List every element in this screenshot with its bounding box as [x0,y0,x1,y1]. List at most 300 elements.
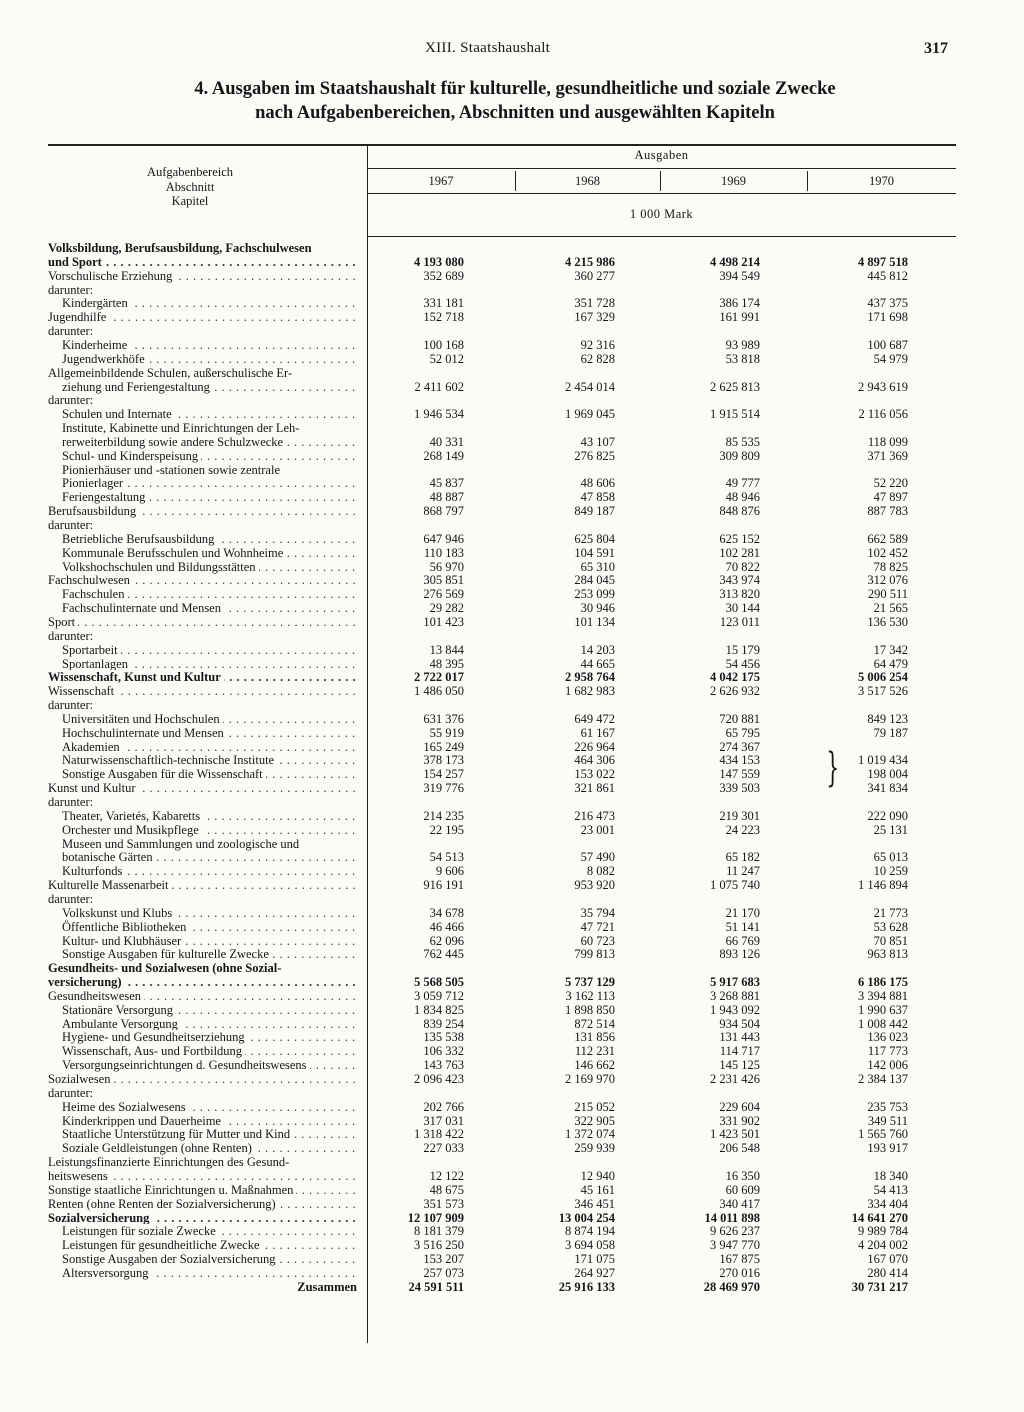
cell-1967: 48 395 [429,656,464,671]
table-row [0,934,1024,948]
row-label-text: darunter: [48,393,96,407]
cell-1970: 290 511 [867,587,908,602]
table-title-line-1: 4. Ausgaben im Staatshaushalt für kulturelle, gesundheitliche und soziale Zwecke [194,79,836,99]
row-label-text: Pionierlager [62,476,126,490]
row-label-text: Sportanlagen [62,657,131,671]
row-label-text: Feriengestaltung [62,490,148,504]
cell-1970: 445 812 [867,268,908,283]
row-label [62,1030,360,1044]
row-label-text: Sonstige Ausgaben für die Wissenschaft [62,767,266,781]
cell-1969: 161 991 [719,310,760,325]
table-row [0,837,1024,851]
cell-1969: 53 818 [725,351,760,366]
cell-1967: 22 195 [429,822,464,837]
cell-1969: 229 604 [719,1099,760,1114]
table-row [0,449,1024,463]
cell-1969: 60 609 [725,1182,760,1197]
cell-1967: 165 249 [423,739,464,754]
table-row [0,366,1024,380]
table-row [0,1280,1024,1294]
row-label [62,1044,360,1058]
cell-1969: 65 795 [725,725,760,740]
cell-1969: 274 367 [719,739,760,754]
table-row [0,407,1024,421]
cell-1967: 153 207 [423,1252,464,1267]
row-label [62,1058,360,1072]
cell-1967: 152 718 [423,310,464,325]
row-label-text: Hygiene- und Gesundheitserziehung [62,1030,248,1044]
row-label [62,643,360,657]
cell-1967: 2 096 423 [414,1072,464,1086]
cell-1967: 143 763 [423,1058,464,1073]
row-label [48,1086,360,1100]
cell-1968: 43 107 [580,434,615,449]
row-label-text: botanische Gärten [62,850,156,864]
cell-1968: 2 454 014 [565,379,615,394]
table-row [0,906,1024,920]
cell-1968: 60 723 [580,933,615,948]
row-label [62,476,360,490]
cell-1968: 464 306 [574,753,615,768]
cell-1968: 23 001 [580,822,615,837]
cell-1970: 3 517 526 [858,684,908,699]
row-label [62,934,360,948]
cell-1969: 70 822 [725,559,760,574]
table-row [0,573,1024,587]
cell-1970: 1 146 894 [858,878,908,893]
cell-1969: 4 042 175 [710,670,760,685]
row-label-text: Volkskunst und Klubs [62,906,175,920]
row-label [62,767,360,781]
row-label-text: Altersversorgung [62,1266,152,1280]
table-row [0,1100,1024,1114]
cell-1970: 334 404 [867,1196,908,1211]
cell-1970: 10 259 [873,864,908,879]
row-label-text: Kultur- und Klubhäuser [62,934,184,948]
cell-1970: 54 413 [873,1182,908,1197]
year-header: 1968 [575,174,600,188]
cell-1969: 848 876 [719,504,760,519]
table-row [0,643,1024,657]
row-label-text: und Sport [48,255,105,269]
cell-1970: 65 013 [873,850,908,865]
table-row [0,1252,1024,1266]
cell-1968: 171 075 [574,1252,615,1267]
row-label-text: Pionierhäuser und -stationen sowie zentrale [62,463,283,477]
row-label [48,975,360,989]
cell-1969: 934 504 [719,1016,760,1031]
cell-1970: 136 023 [867,1030,908,1045]
row-label-text: Hochschulinternate und Mensen [62,726,227,740]
cell-1968: 25 916 133 [558,1279,615,1294]
cell-1968: 5 737 129 [565,975,615,990]
top-rule [48,144,956,146]
cell-1969: 28 469 970 [703,1279,760,1294]
row-label-text: Heime des Sozialwesens [62,1100,189,1114]
cell-1968: 65 310 [580,559,615,574]
cell-1970: 341 834 [867,781,908,796]
cell-1970: 25 131 [873,822,908,837]
table-row [0,795,1024,809]
row-label-text: Museen und Sammlungen und zoologische und [62,837,302,851]
row-label [48,366,360,380]
cell-1967: 2 411 602 [414,379,464,394]
cell-1970: 118 099 [867,434,908,449]
cell-1970: 1 019 434 [858,753,908,768]
cell-1969: 51 141 [725,919,760,934]
table-row [0,1127,1024,1141]
group-rule [367,168,956,169]
cell-1967: 351 573 [423,1196,464,1211]
cell-1967: 3 059 712 [414,988,464,1003]
table-row [0,1030,1024,1044]
cell-1969: 270 016 [719,1265,760,1280]
table-row [0,421,1024,435]
row-label [62,1127,360,1141]
table-row [0,823,1024,837]
row-label-text: darunter: [48,283,96,297]
cell-1967: 5 568 505 [414,975,464,990]
cell-1967: 48 887 [429,490,464,505]
cell-1967: 1 946 534 [414,407,464,422]
cell-1969: 5 917 683 [710,975,760,990]
row-label [48,324,360,338]
cell-1967: 268 149 [423,448,464,463]
row-label [48,1183,360,1197]
cell-1968: 360 277 [574,268,615,283]
row-label [62,1141,360,1155]
cell-1968: 12 940 [580,1168,615,1183]
cell-1967: 1 318 422 [414,1127,464,1142]
row-label [48,961,360,975]
row-label [48,1169,360,1183]
cell-1969: 1 915 514 [710,407,760,422]
table-row [0,615,1024,629]
cell-1967: 319 776 [423,781,464,796]
cell-1967: 8 181 379 [414,1224,464,1239]
cell-1968: 1 969 045 [565,407,615,422]
row-label-text: Ambulante Versorgung [62,1017,181,1031]
cell-1967: 62 096 [429,933,464,948]
cell-1970: 78 825 [873,559,908,574]
cell-1970: 235 753 [867,1099,908,1114]
cell-1967: 202 766 [423,1099,464,1114]
row-label [62,352,360,366]
cell-1969: 1 075 740 [710,878,760,893]
cell-1969: 1 943 092 [710,1002,760,1017]
cell-1968: 153 022 [574,767,615,782]
row-label [62,837,360,851]
cell-1968: 13 004 254 [558,1210,615,1225]
cell-1967: 4 193 080 [414,254,464,269]
table-row [0,283,1024,297]
table-row [0,380,1024,394]
cell-1969: 394 549 [719,268,760,283]
cell-1970: 3 394 881 [858,988,908,1003]
stub-header [130,165,250,209]
table-row [0,1183,1024,1197]
table-row [0,504,1024,518]
row-label-text: Wissenschaft, Kunst und Kultur [48,670,224,684]
cell-1969: 219 301 [719,808,760,823]
cell-1970: 4 204 002 [858,1238,908,1253]
cell-1969: 145 125 [719,1058,760,1073]
cell-1970: 9 989 784 [858,1224,908,1239]
header-bottom-rule [367,236,956,237]
table-row [0,670,1024,684]
table-row [0,947,1024,961]
cell-1967: 276 569 [423,587,464,602]
cell-1969: 9 626 237 [710,1224,760,1239]
cell-1970: 2 116 056 [858,407,908,422]
table-row [0,532,1024,546]
row-label-text: Sozialwesen [48,1072,113,1086]
cell-1968: 953 920 [574,878,615,893]
cell-1970: 198 004 [867,767,908,782]
cell-1969: 123 011 [719,614,760,629]
row-label-text: Volkshochschulen und Bildungsstätten [62,560,259,574]
cell-1968: 57 490 [580,850,615,865]
cell-1969: 386 174 [719,296,760,311]
row-label-text: Jugendwerkhöfe [62,352,148,366]
table-row [0,1058,1024,1072]
row-label-text: Zusammen [297,1280,360,1294]
row-label-text: Fachschulwesen [48,573,133,587]
row-label [62,296,360,310]
cell-1968: 276 825 [574,448,615,463]
table-row [0,850,1024,864]
cell-1970: 222 090 [867,808,908,823]
cell-1969: 167 875 [719,1252,760,1267]
row-label [48,989,360,1003]
row-label-text: Naturwissenschaftlich-technische Institute [62,753,277,767]
cell-1970: 53 628 [873,919,908,934]
row-label [48,255,360,269]
table-row [0,1211,1024,1225]
table-row [0,864,1024,878]
cell-1969: 11 247 [726,864,760,879]
row-label-text: Vorschulische Erziehung [48,269,175,283]
cell-1968: 872 514 [574,1016,615,1031]
table-row [0,1114,1024,1128]
cell-1967: 12 122 [429,1168,464,1183]
cell-1969: 893 126 [719,947,760,962]
table-row [0,476,1024,490]
table-row [0,1072,1024,1086]
cell-1967: 9 606 [435,864,464,879]
row-label-text: Sonstige Ausgaben für kulturelle Zwecke [62,947,272,961]
cell-1970: 371 369 [867,448,908,463]
cell-1969: 1 423 501 [710,1127,760,1142]
row-label-text: Kinderheime [62,338,130,352]
row-label-text: Akademien [62,740,123,754]
row-label-text: Wissenschaft, Aus- und Fortbildung [62,1044,245,1058]
row-label-text: Theater, Varietés, Kabaretts [62,809,203,823]
cell-1968: 104 591 [574,545,615,560]
table-row [0,878,1024,892]
cell-1968: 253 099 [574,587,615,602]
table-row [0,629,1024,643]
cell-1967: 56 970 [429,559,464,574]
cell-1970: 17 342 [873,642,908,657]
cell-1970: 1 565 760 [858,1127,908,1142]
cell-1969: 49 777 [725,476,760,491]
row-label [62,449,360,463]
cell-1970: 100 687 [867,337,908,352]
cell-1969: 313 820 [719,587,760,602]
row-label-text: Leistungsfinanzierte Einrichtungen des Gesund- [48,1155,292,1169]
row-label-text: Volksbildung, Berufsausbildung, Fachschulwesen [48,241,315,255]
table-row [0,1044,1024,1058]
row-label [62,490,360,504]
cell-1970: 52 220 [873,476,908,491]
row-label [62,587,360,601]
row-label [48,781,360,795]
cell-1967: 45 837 [429,476,464,491]
row-label [62,407,360,421]
cell-1969: 309 809 [719,448,760,463]
row-label [62,601,360,615]
cell-1967: 48 675 [429,1182,464,1197]
cell-1970: 102 452 [867,545,908,560]
group-header: Ausgaben [634,148,689,162]
cell-1970: 312 076 [867,573,908,588]
row-label [62,823,360,837]
cell-1968: 322 905 [574,1113,615,1128]
cell-1968: 351 728 [574,296,615,311]
row-label-text: Gesundheitswesen [48,989,144,1003]
cell-1969: 114 717 [719,1044,760,1059]
cell-1969: 131 443 [719,1030,760,1045]
cell-1969: 16 350 [725,1168,760,1183]
year-header: 1969 [721,174,746,188]
cell-1968: 62 828 [580,351,615,366]
cell-1967: 24 591 511 [408,1279,464,1294]
row-label-text: Schul- und Kinderspeisung [62,449,201,463]
row-label-text: Stationäre Versorgung [62,1003,176,1017]
cell-1967: 762 445 [423,947,464,962]
cell-1970: 18 340 [873,1168,908,1183]
cell-1968: 101 134 [574,614,615,629]
cell-1969: 48 946 [725,490,760,505]
cell-1970: 30 731 217 [851,1279,908,1294]
row-label [48,892,360,906]
row-label-text: Fachschulen [62,587,127,601]
cell-1968: 264 927 [574,1265,615,1280]
row-label-text: Kunst und Kultur [48,781,139,795]
cell-1967: 46 466 [429,919,464,934]
cell-1970: 117 773 [867,1044,908,1059]
cell-1967: 916 191 [423,878,464,893]
cell-1969: 340 417 [719,1196,760,1211]
row-label-text: Kulturfonds [62,864,125,878]
row-label-text: darunter: [48,795,96,809]
cell-1969: 206 548 [719,1141,760,1156]
year-header: 1967 [428,174,454,188]
row-label-text: Kinderkrippen und Dauerheime [62,1114,224,1128]
cell-1968: 45 161 [580,1182,615,1197]
cell-1968: 3 162 113 [565,988,615,1003]
cell-1969: 93 989 [725,337,760,352]
row-label-text: Wissenschaft [48,684,117,698]
table-row [0,601,1024,615]
cell-1967: 54 513 [429,850,464,865]
cell-1968: 2 169 970 [565,1072,615,1086]
table-row [0,740,1024,754]
cell-1967: 154 257 [423,767,464,782]
cell-1970: 4 897 518 [858,254,908,269]
table-row [0,961,1024,975]
table-row [0,1017,1024,1031]
row-label [62,712,360,726]
row-label [48,241,360,255]
cell-1970: 2 943 619 [858,379,908,394]
row-label [48,1155,360,1169]
row-label [62,1017,360,1031]
row-label-text: Sonstige staatliche Einrichtungen u. Maßnahmen [48,1183,296,1197]
table-row [0,393,1024,407]
row-label-text: Sozialversicherung [48,1211,152,1225]
cell-1967: 101 423 [423,614,464,629]
cell-1967: 135 538 [423,1030,464,1045]
cell-1969: 102 281 [719,545,760,560]
table-row [0,712,1024,726]
cell-1969: 4 498 214 [710,254,760,269]
cell-1968: 8 082 [586,864,615,879]
cell-1969: 65 182 [725,850,760,865]
row-label-text: rerweiterbildung sowie andere Schulzwecke [62,435,286,449]
cell-1968: 216 473 [574,808,615,823]
cell-1970: 280 414 [867,1265,908,1280]
cell-1968: 849 187 [574,504,615,519]
cell-1967: 12 107 909 [407,1210,464,1225]
table-row [0,463,1024,477]
cell-1968: 146 662 [574,1058,615,1073]
row-label [48,283,360,297]
cell-1970: 849 123 [867,711,908,726]
row-label [62,560,360,574]
row-label-text: Universitäten und Hochschulen [62,712,223,726]
row-label [62,421,360,435]
unit-header: 1 000 Mark [629,207,694,221]
row-label [62,920,360,934]
cell-1968: 35 794 [580,905,615,920]
row-label-text: Allgemeinbildende Schulen, außerschulische Er- [48,366,295,380]
cell-1967: 100 168 [423,337,464,352]
row-label [48,629,360,643]
cell-1970: 887 783 [867,504,908,519]
cell-1969: 343 974 [719,573,760,588]
cell-1969: 24 223 [725,822,760,837]
cell-1968: 1 682 983 [565,684,615,699]
cell-1967: 106 332 [423,1044,464,1059]
cell-1967: 2 722 017 [414,670,464,685]
stub-header-line: Abschnitt [165,179,215,194]
row-label [62,1238,360,1252]
row-label [48,310,360,324]
row-label-text: Institute, Kabinette und Einrichtungen der Leh- [62,421,302,435]
row-label [62,1224,360,1238]
cell-1967: 34 678 [429,905,464,920]
cell-1970: 193 917 [867,1141,908,1156]
row-label [48,1211,360,1225]
cell-1968: 30 946 [580,601,615,616]
row-label [62,906,360,920]
cell-1968: 2 958 764 [565,670,615,685]
cell-1967: 257 073 [423,1265,464,1280]
table-row [0,684,1024,698]
row-label [48,698,360,712]
